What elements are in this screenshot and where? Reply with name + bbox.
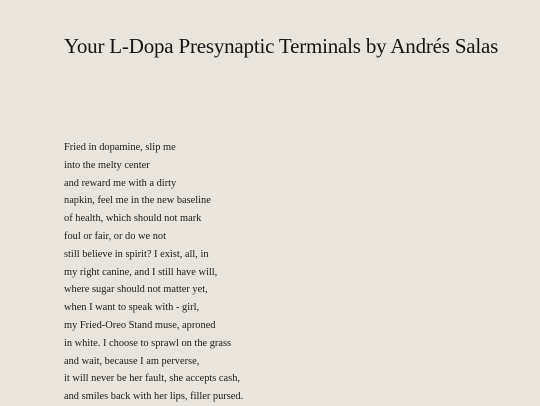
poem-line: foul or fair, or do we not [64,230,167,242]
poem-line: still believe in spirit? I exist, all, in [64,248,209,260]
poem-line: my right canine, and I still have will, [64,266,218,278]
poem-line: where sugar should not matter yet, [64,284,208,296]
poem-line: in white. I choose to sprawl on the grass [64,337,232,349]
poem-line: into the melty center [64,159,150,171]
poem-title: Your L-Dopa Presynaptic Terminals by Andrés Salas [64,34,499,58]
poem-line: Fried in dopamine, slip me [64,142,176,153]
poem-line: my Fried-Oreo Stand muse, aproned [64,319,216,331]
poem-line: of health, which should not mark [64,213,202,225]
poem-line: napkin, feel me in the new baseline [64,195,211,207]
poem-line: when I want to speak with - girl, [64,302,200,314]
poem-line: and smiles back with her lips, filler pursed. [64,391,244,403]
poem-body [64,139,484,406]
poem-line: and reward me with a dirty [64,177,177,189]
poem-line: and wait, because I am perverse, [64,355,200,367]
poem-line: it will never be her fault, she accepts cash, [64,373,240,385]
